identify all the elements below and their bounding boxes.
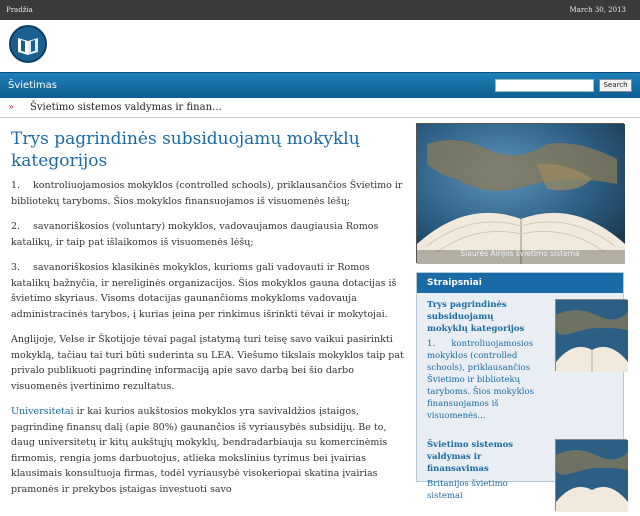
articles-heading: Straipsniai [417, 273, 623, 293]
list-number: 3. [11, 262, 21, 273]
image-caption: Šiaurės Airijos švietimo sistema [460, 249, 580, 258]
article-title-link[interactable]: Trys pagrindinės subsiduojamų mokyklų kategorijos [427, 300, 525, 334]
top-home-link[interactable]: Pradžia [6, 6, 33, 14]
search-input[interactable] [495, 79, 594, 92]
article-item [427, 439, 617, 502]
paragraph-3 [11, 260, 407, 322]
article-thumbnail[interactable] [555, 299, 627, 371]
page-title: Trys pagrindinės subsiduojamų mokyklų kategorijos [11, 129, 360, 171]
breadcrumb-arrow-icon: » [8, 102, 15, 113]
breadcrumb [0, 98, 640, 118]
article-item [427, 299, 617, 422]
paragraph-text: savanoriškosios klasikinės mokyklos, kurioms gali vadovauti ir Romos katalikų bažnyčia, ir nereliginės organizacijos. Šios mokyklos gauna dotacijas iš švietimo skyriaus. Visoms dotacijas gaunančioms mokykloms vadovauja administracinės tarybos, į kurias įeina per rinkimus išrinkti tėvai ir mokytojai. [11, 262, 397, 320]
paragraph-2 [11, 219, 407, 250]
articles-widget [416, 272, 624, 501]
article-title-link[interactable]: Švietimo sistemos valdymas ir finansavimas [427, 440, 514, 474]
top-bar [0, 0, 640, 20]
article-excerpt: Britanijos švietimo sistemai [427, 479, 508, 501]
paragraph-text: savanoriškosios (voluntary) mokyklos, vadovaujamos daugiausia Romos katalikų, ir taip pat išlaikomos iš visuomenės lėšų; [11, 221, 379, 248]
article-thumbnail[interactable] [555, 439, 627, 511]
featured-image[interactable] [416, 123, 624, 263]
list-number: 2. [11, 221, 21, 232]
article-excerpt: 1. kontroliuojamosios mokyklos (controlled schools), priklausančios Švietimo ir bibliotekų taryboms. Šios mokyklos finansuojamos iš visuomenės... [427, 339, 534, 421]
paragraph-text: ir kai kurios aukštosios mokyklos yra savivaldžios įstaigos, pagrindinę finansų dalį (apie 80%) gaunančios iš vyriausybės subsidijų. Be to, daug universitetų ir kitų aukštųjų mokyklų, bendradarbiauja su komercinėmis firmomis, rengia joms darbuotojus, atlieka mokslinius tyrimus bei įvairias klausimais konsultuoja firmas, todėl vyriausybė visokeriopai skatina įvairias pramonės ir prekybos įstaigas investuoti savo [11, 406, 388, 495]
paragraph-1 [11, 178, 407, 209]
paragraph-5 [11, 404, 407, 497]
universities-link[interactable]: Universitetai [11, 406, 74, 417]
search-button[interactable]: Search [599, 79, 632, 92]
current-date: March 30, 2013 [569, 6, 626, 14]
site-logo-icon[interactable] [9, 25, 47, 63]
main-nav [0, 72, 640, 98]
list-number: 1. [11, 180, 21, 191]
nav-home-link[interactable]: Švietimas [8, 80, 57, 91]
article-content [11, 128, 407, 507]
site-header [0, 20, 640, 72]
paragraph-4: Anglijoje, Velse ir Škotijoje tėvai pagal įstatymą turi teisę savo vaikui pasirinkti mokyklą, tačiau tai turi būti suderinta su LEA. Viešumo tikslais mokyklos taip pat privalo publikuoti pagrindinę informaciją apie savo darbą bei šio darbo visuomenės įvertinimo rezultatus. [11, 334, 404, 392]
breadcrumb-current[interactable]: Švietimo sistemos valdymas ir finan… [30, 102, 223, 113]
paragraph-text: kontroliuojamosios mokyklos (controlled schools), priklausančios Švietimo ir bibliotekų taryboms. Šios mokyklos finansuojamos iš visuomenės lėšų; [11, 180, 403, 207]
